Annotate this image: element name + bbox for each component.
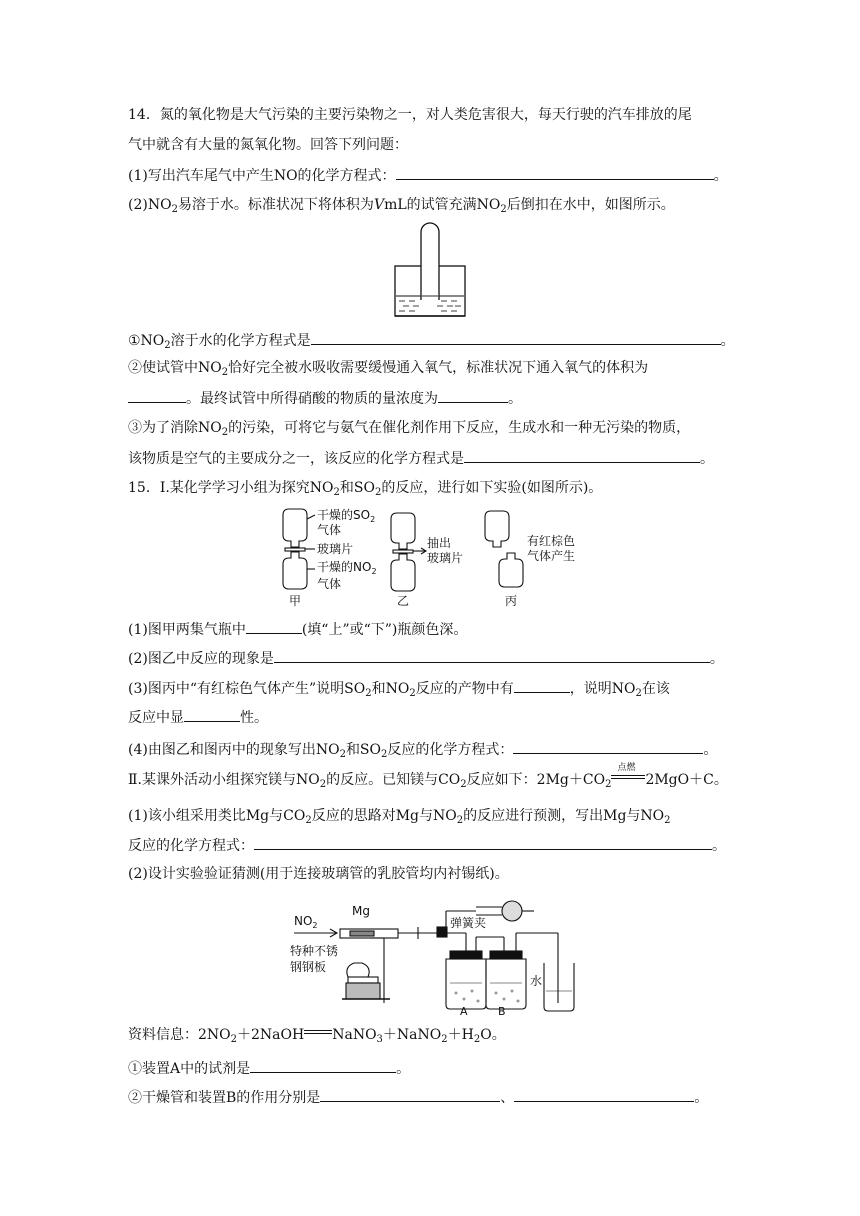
text: 后倒扣在水中，如图所示。: [506, 197, 675, 213]
label-pull-glass: 玻璃片: [427, 551, 464, 565]
subscript: 2: [339, 749, 346, 760]
test-tube: [421, 223, 439, 300]
subscript: 2: [221, 427, 229, 438]
label-water: 水: [530, 974, 543, 988]
gas-bottles-figure: [275, 505, 595, 610]
answer-blank[interactable]: [396, 165, 714, 180]
period: 。: [712, 838, 726, 854]
label-no2: $NO_2$: [294, 914, 318, 930]
label-jia: 甲: [289, 594, 302, 608]
label-glass-plate: 玻璃片: [317, 542, 354, 556]
text: ①NO: [128, 333, 165, 349]
burner-base: [346, 983, 380, 999]
subscript: 2: [230, 1034, 238, 1045]
label-pull-out: 抽出: [427, 536, 452, 550]
text: (3)图丙中“有红棕色气体产生”说明SO: [128, 681, 366, 697]
text: 该物质是空气的主要成分之一，该反应的化学方程式是: [128, 451, 464, 467]
answer-blank[interactable]: [274, 648, 710, 663]
text: 恰好完全被水吸收需要缓慢通入氧气，标准状况下通入氧气的体积为: [228, 360, 649, 376]
text: 反应的化学方程式：: [128, 838, 254, 854]
label-gas: 气体: [317, 523, 342, 537]
jia-lower-bottle: [283, 552, 307, 589]
subscript: 3: [376, 1034, 383, 1045]
label-lower-gas: 干燥的$NO_2$: [317, 560, 377, 576]
subscript: 2: [171, 204, 178, 215]
text: 易溶于水。标准状况下将体积为: [177, 197, 374, 213]
text: 反应中显: [128, 710, 184, 726]
period: 。: [508, 391, 522, 407]
yi-lower-bottle: [391, 554, 415, 591]
period: 。: [713, 168, 728, 184]
subscript: 2: [164, 340, 171, 351]
subscript: 2: [500, 204, 507, 215]
bing-upper-bottle: [485, 511, 509, 547]
text: Ⅱ.某课外活动小组探究镁与NO: [128, 772, 320, 788]
answer-blank[interactable]: [246, 619, 302, 634]
apparatus-figure: [290, 893, 580, 1015]
q15-intro: [128, 478, 602, 498]
period: 。: [720, 333, 735, 349]
q14-sub3-line1: [128, 418, 690, 438]
text: (4)由图乙和图丙中的现象写出NO: [128, 742, 340, 758]
text: 15．Ⅰ.某化学学习小组为探究NO: [128, 480, 334, 496]
answer-blank[interactable]: [513, 739, 703, 754]
answer-blank[interactable]: [128, 388, 186, 403]
period: 。: [694, 1090, 709, 1106]
q14-sub3-line2: [128, 448, 714, 469]
subscript: 2: [441, 1034, 448, 1045]
text: 溶于水的化学方程式是: [170, 333, 311, 349]
answer-blank[interactable]: [464, 448, 700, 463]
text: ，说明NO: [569, 681, 636, 697]
bottle-a-stopper: [450, 951, 482, 959]
bottle-b-stopper: [490, 951, 522, 959]
subscript: 2: [305, 815, 312, 826]
q15-i1: [128, 619, 467, 640]
q15-ii-intro: [128, 763, 728, 790]
q14-sub2-line1: [128, 358, 648, 378]
bottle-b: [486, 959, 526, 1009]
q14-sub2-line2: [128, 388, 522, 409]
text: 的污染，可将它与氨气在催化剂作用下反应，生成水和一种无污染的物质，: [228, 420, 691, 436]
text: ②使试管中NO: [128, 360, 222, 376]
answer-blank[interactable]: [514, 678, 570, 693]
label-a: A: [460, 1005, 468, 1015]
subscript: 2: [456, 815, 464, 826]
beaker: [544, 963, 574, 1011]
spring-clip: [437, 927, 447, 937]
label-mg: Mg: [352, 904, 370, 918]
answer-blank[interactable]: [250, 1058, 396, 1073]
q14-intro-line1: 14．氮的氧化物是大气污染的主要污染物之一，对人类危害很大，每天行驶的汽车排放的尾: [128, 107, 692, 123]
q14-sub1: [128, 330, 735, 351]
period: 。: [703, 742, 718, 758]
bottle-a: [446, 959, 486, 1009]
test-tube-figure: [393, 222, 467, 320]
text: 资料信息：2NO: [128, 1027, 231, 1043]
q15-i2: [128, 648, 724, 669]
label-yi: 乙: [397, 594, 410, 608]
label-upper-gas: 干燥的$SO_2$: [317, 508, 376, 524]
text: (2)图乙中反应的现象是: [128, 651, 274, 667]
period: 。: [700, 451, 714, 467]
text: ＋NaNO: [382, 1027, 442, 1043]
subscript: 2: [664, 815, 671, 826]
condition-ignite: 点燃: [617, 763, 636, 773]
bing-lower-bottle: [499, 553, 523, 587]
text: (1)图甲两集气瓶中: [128, 622, 246, 638]
text: O。: [480, 1027, 506, 1043]
label-bing: 丙: [505, 594, 518, 608]
answer-blank[interactable]: [311, 330, 721, 345]
subscript: 2: [221, 367, 229, 378]
jia-glass-plate: [285, 548, 305, 551]
text: 性。: [240, 710, 268, 726]
subscript: 2: [473, 1034, 481, 1045]
text: 和SO: [339, 480, 375, 496]
answer-blank[interactable]: [320, 1087, 500, 1102]
answer-blank[interactable]: [184, 707, 240, 722]
q15-i3-line1: [128, 678, 670, 699]
text: 的反应，进行如下实验(如图所示)。: [381, 480, 603, 496]
drying-tube-bulb: [502, 901, 522, 921]
text: ③为了消除NO: [128, 420, 222, 436]
text: ①装置A中的试剂是: [128, 1061, 251, 1077]
period: 。: [396, 1061, 411, 1077]
text: ＋H: [447, 1027, 474, 1043]
flame: [347, 963, 369, 977]
subscript: 2: [333, 487, 340, 498]
q15-ii1-line1: [128, 806, 671, 826]
text: 反应的化学方程式：: [387, 742, 514, 758]
text: 反应的产物中有: [415, 681, 514, 697]
q14-part1-text: (1)写出汽车尾气中产生NO的化学方程式：: [128, 168, 396, 184]
text: ＋2NaOH: [237, 1027, 305, 1043]
subscript: 2: [319, 779, 327, 790]
mg-sample: [350, 931, 374, 936]
label-steel-2: 钢钢板: [290, 960, 327, 974]
q15-ii1-line2: [128, 835, 726, 856]
text: 和NO: [371, 681, 410, 697]
yi-glass-plate: [393, 550, 413, 553]
q15-i4: [128, 739, 717, 760]
q15-i3-line2: [128, 707, 268, 728]
label-gas-2: 气体: [317, 577, 342, 591]
text: 的反应。已知镁与CO: [326, 772, 461, 788]
label-brown-gas: 有红棕色: [527, 534, 576, 548]
text: NaNO: [332, 1027, 377, 1043]
water-hatching: [399, 301, 461, 311]
text: 和SO: [345, 742, 382, 758]
text: 、: [500, 1090, 515, 1106]
subscript: 2: [381, 749, 388, 760]
equals-sign: [304, 1025, 332, 1039]
text: (1)该小组采用类比Mg与CO: [128, 808, 306, 824]
text: 反应的思路对Mg与NO: [311, 808, 457, 824]
label-spring-clip: 弹簧夹: [450, 916, 487, 930]
answer-blank[interactable]: [514, 1087, 694, 1102]
text: 在该: [641, 681, 670, 697]
label-steel-1: 特种不锈: [290, 944, 339, 958]
yi-upper-bottle: [391, 513, 415, 549]
q15-r1: [128, 1058, 410, 1079]
subscript: 2: [460, 779, 467, 790]
q14-intro-line2: 气中就含有大量的氮氧化物。回答下列问题：: [128, 137, 408, 153]
text: 。最终试管中所得硝酸的物质的量浓度为: [186, 391, 438, 407]
text: (填“上”或“下”)瓶颜色深。: [301, 622, 468, 638]
q15-info: [128, 1025, 506, 1045]
answer-blank[interactable]: [438, 388, 508, 403]
text: ②干燥管和装置B的作用分别是: [128, 1090, 321, 1106]
ignite-equals-sign: [611, 763, 645, 784]
period: 。: [709, 651, 724, 667]
subscript: 2: [605, 779, 612, 790]
q14-part1: [128, 165, 728, 186]
text: mL的试管充满NO: [384, 197, 501, 213]
subscript: 2: [365, 688, 372, 699]
label-b: B: [498, 1005, 506, 1015]
q15-r2: [128, 1087, 708, 1108]
subscript: 2: [374, 487, 382, 498]
variable-v: V: [373, 197, 385, 213]
text: (2)NO: [128, 197, 172, 213]
answer-blank[interactable]: [254, 835, 712, 850]
text: 反应如下：2Mg＋CO: [466, 772, 606, 788]
subscript: 2: [409, 688, 416, 699]
text: 的反应进行预测，写出Mg与NO: [463, 808, 665, 824]
q15-ii2: (2)设计实验验证猜测(用于连接玻璃管的乳胶管均内衬锡纸)。: [128, 866, 509, 882]
jia-upper-bottle: [283, 509, 307, 547]
text: 2MgO＋C。: [645, 772, 728, 788]
q14-part2: [128, 195, 675, 215]
subscript: 2: [635, 688, 642, 699]
label-brown-gas-2: 气体产生: [527, 549, 576, 563]
